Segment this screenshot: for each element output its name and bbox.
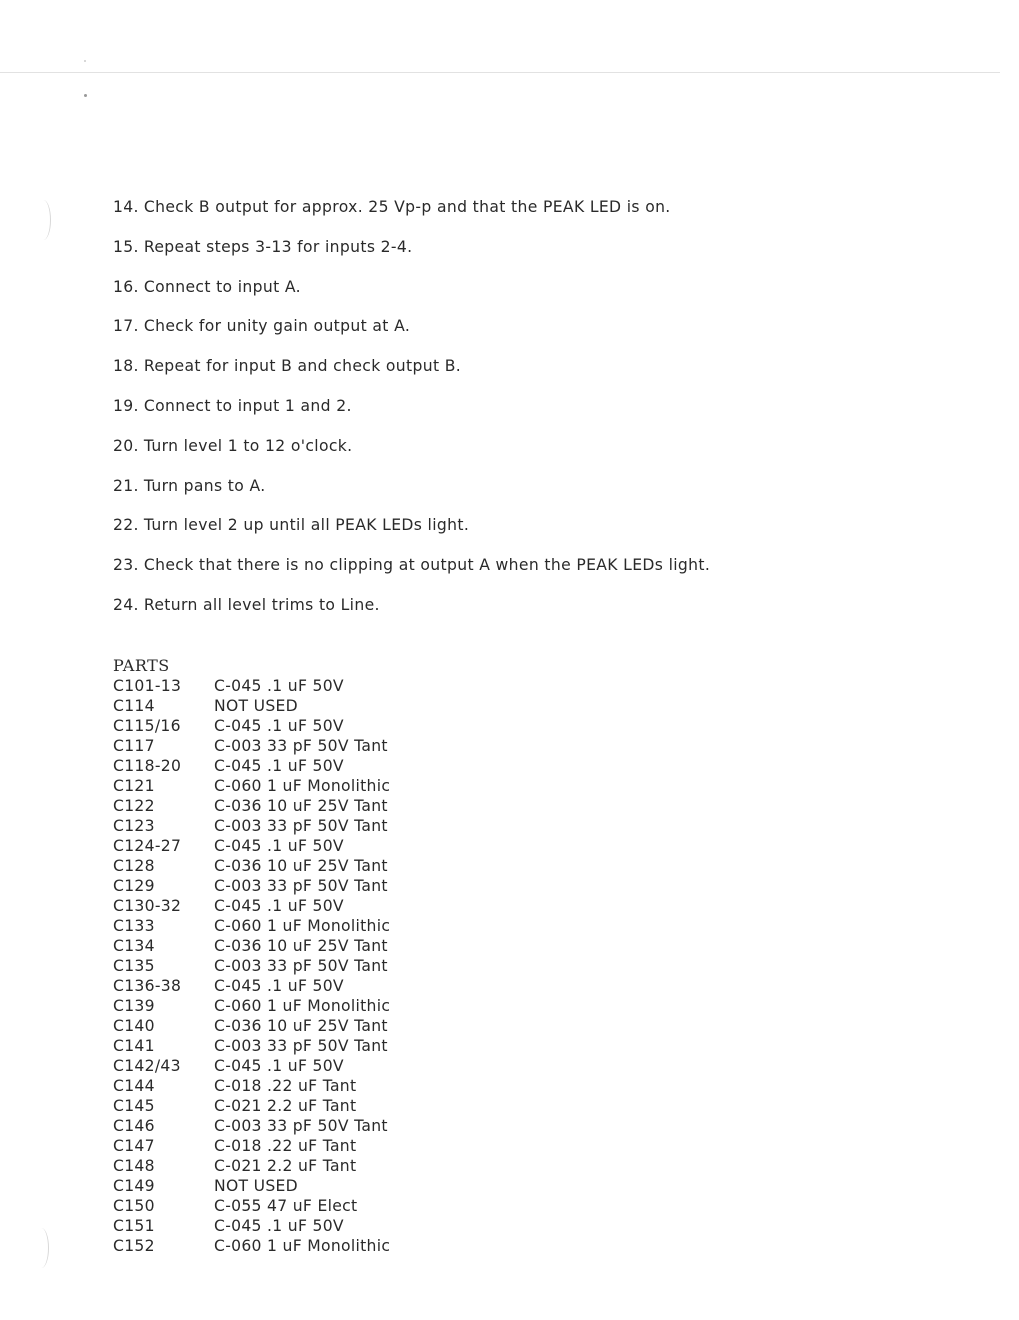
part-description: C-060 1 uF Monolithic [214, 777, 391, 795]
part-description: C-003 33 pF 50V Tant [214, 877, 388, 895]
part-description: C-036 10 uF 25V Tant [214, 857, 388, 875]
step-text: Turn level 2 up until all PEAK LEDs light. [143, 516, 470, 535]
procedure-steps [113, 197, 913, 635]
part-reference: C150 [113, 1197, 155, 1215]
scan-artifact-arc [34, 1228, 49, 1268]
part-description: C-018 .22 uF Tant [214, 1137, 357, 1155]
step-number: 17. [113, 317, 139, 336]
parts-row [113, 716, 390, 736]
parts-row [113, 696, 390, 716]
parts-row [113, 1136, 390, 1156]
part-description: C-003 33 pF 50V Tant [214, 817, 388, 835]
procedure-step [113, 277, 913, 297]
part-description: C-003 33 pF 50V Tant [214, 1037, 388, 1055]
parts-row [113, 856, 390, 876]
part-reference: C122 [113, 797, 155, 815]
part-description: NOT USED [214, 697, 298, 715]
part-reference: C101-13 [113, 677, 182, 695]
part-description: C-045 .1 uF 50V [214, 757, 344, 775]
part-description: C-021 2.2 uF Tant [214, 1157, 357, 1175]
step-text: Check B output for approx. 25 Vp-p and that the PEAK LED is on. [143, 198, 671, 216]
scan-speck [84, 94, 87, 97]
part-description: C-036 10 uF 25V Tant [214, 937, 388, 955]
part-description: C-060 1 uF Monolithic [214, 997, 391, 1015]
part-reference: C136-38 [113, 977, 182, 995]
parts-row [113, 896, 390, 916]
parts-row [113, 1036, 390, 1056]
parts-row [113, 816, 390, 836]
part-reference: C151 [113, 1217, 155, 1235]
part-reference: C124-27 [113, 837, 182, 855]
step-number: 24. [113, 595, 139, 614]
parts-row [113, 1196, 390, 1216]
part-description: C-060 1 uF Monolithic [214, 1237, 391, 1255]
part-description: C-036 10 uF 25V Tant [214, 1017, 388, 1035]
parts-row [113, 836, 390, 856]
part-description: C-003 33 pF 50V Tant [214, 737, 388, 755]
parts-row [113, 876, 390, 896]
part-description: C-045 .1 uF 50V [214, 717, 344, 735]
parts-row [113, 1236, 390, 1256]
parts-row [113, 996, 390, 1016]
part-description: C-021 2.2 uF Tant [214, 1097, 357, 1115]
scan-speck [84, 60, 86, 62]
part-description: C-045 .1 uF 50V [214, 677, 344, 695]
part-reference: C152 [113, 1237, 155, 1255]
part-description: C-003 33 pF 50V Tant [214, 957, 388, 975]
part-description: C-018 .22 uF Tant [214, 1077, 357, 1095]
part-reference: C114 [113, 697, 155, 715]
procedure-step [113, 515, 913, 535]
parts-row [113, 1076, 390, 1096]
parts-row [113, 1116, 390, 1136]
parts-row [113, 1176, 390, 1196]
procedure-step [113, 316, 913, 336]
parts-row [113, 736, 390, 756]
part-reference: C128 [113, 857, 155, 875]
step-number: 22. [113, 516, 139, 535]
step-number: 15. [113, 237, 139, 256]
step-text: Check for unity gain output at A. [143, 317, 411, 336]
part-description: C-045 .1 uF 50V [214, 837, 344, 855]
procedure-step [113, 356, 913, 376]
parts-row [113, 1016, 390, 1036]
parts-row [113, 796, 390, 816]
part-reference: C117 [113, 737, 155, 755]
step-text: Turn pans to A. [143, 476, 266, 495]
part-reference: C135 [113, 957, 155, 975]
step-text: Turn level 1 to 12 o'clock. [143, 436, 353, 455]
part-reference: C145 [113, 1097, 155, 1115]
procedure-step [113, 555, 913, 575]
parts-row [113, 1096, 390, 1116]
part-description: C-055 47 uF Elect [214, 1197, 358, 1215]
step-number: 18. [113, 357, 139, 376]
part-reference: C147 [113, 1137, 155, 1155]
step-text: Check that there is no clipping at output A when the PEAK LEDs light. [143, 556, 711, 575]
part-reference: C129 [113, 877, 155, 895]
procedure-step [113, 396, 913, 416]
step-text: Repeat for input B and check output B. [143, 357, 462, 376]
step-number: 14. [113, 198, 139, 216]
part-description: NOT USED [214, 1177, 298, 1195]
parts-row [113, 756, 390, 776]
part-reference: C140 [113, 1017, 155, 1035]
step-number: 23. [113, 556, 139, 575]
part-reference: C130-32 [113, 897, 182, 915]
part-description: C-045 .1 uF 50V [214, 897, 344, 915]
part-reference: C142/43 [113, 1057, 181, 1075]
parts-row [113, 776, 390, 796]
parts-row [113, 976, 390, 996]
parts-row [113, 1216, 390, 1236]
part-description: C-045 .1 uF 50V [214, 1217, 344, 1235]
procedure-step [113, 595, 913, 615]
step-number: 16. [113, 277, 139, 296]
part-description: C-060 1 uF Monolithic [214, 917, 391, 935]
part-reference: C133 [113, 917, 155, 935]
procedure-step [113, 197, 913, 217]
step-text: Connect to input 1 and 2. [143, 396, 352, 415]
parts-row [113, 956, 390, 976]
part-description: C-003 33 pF 50V Tant [214, 1117, 388, 1135]
scan-artifact-line [0, 72, 1000, 73]
step-number: 21. [113, 476, 139, 495]
procedure-step [113, 476, 913, 496]
part-reference: C141 [113, 1037, 155, 1055]
part-reference: C149 [113, 1177, 155, 1195]
procedure-step [113, 436, 913, 456]
step-text: Repeat steps 3-13 for inputs 2-4. [143, 237, 413, 256]
part-reference: C148 [113, 1157, 155, 1175]
parts-title: PARTS [113, 656, 170, 675]
step-text: Return all level trims to Line. [143, 595, 380, 614]
part-reference: C115/16 [113, 717, 181, 735]
parts-row [113, 1156, 390, 1176]
parts-row [113, 916, 390, 936]
part-reference: C139 [113, 997, 155, 1015]
parts-row [113, 676, 390, 696]
step-text: Connect to input A. [143, 277, 301, 296]
part-description: C-045 .1 uF 50V [214, 977, 344, 995]
part-reference: C121 [113, 777, 155, 795]
step-number: 19. [113, 396, 139, 415]
parts-row [113, 936, 390, 956]
part-reference: C118-20 [113, 757, 182, 775]
parts-row [113, 1056, 390, 1076]
step-number: 20. [113, 436, 139, 455]
parts-rows [113, 676, 390, 1256]
part-description: C-036 10 uF 25V Tant [214, 797, 388, 815]
scan-artifact-arc [36, 200, 51, 240]
procedure-step [113, 237, 913, 257]
part-reference: C134 [113, 937, 155, 955]
part-reference: C123 [113, 817, 155, 835]
part-reference: C144 [113, 1077, 155, 1095]
part-reference: C146 [113, 1117, 155, 1135]
parts-list [113, 656, 390, 1256]
part-description: C-045 .1 uF 50V [214, 1057, 344, 1075]
